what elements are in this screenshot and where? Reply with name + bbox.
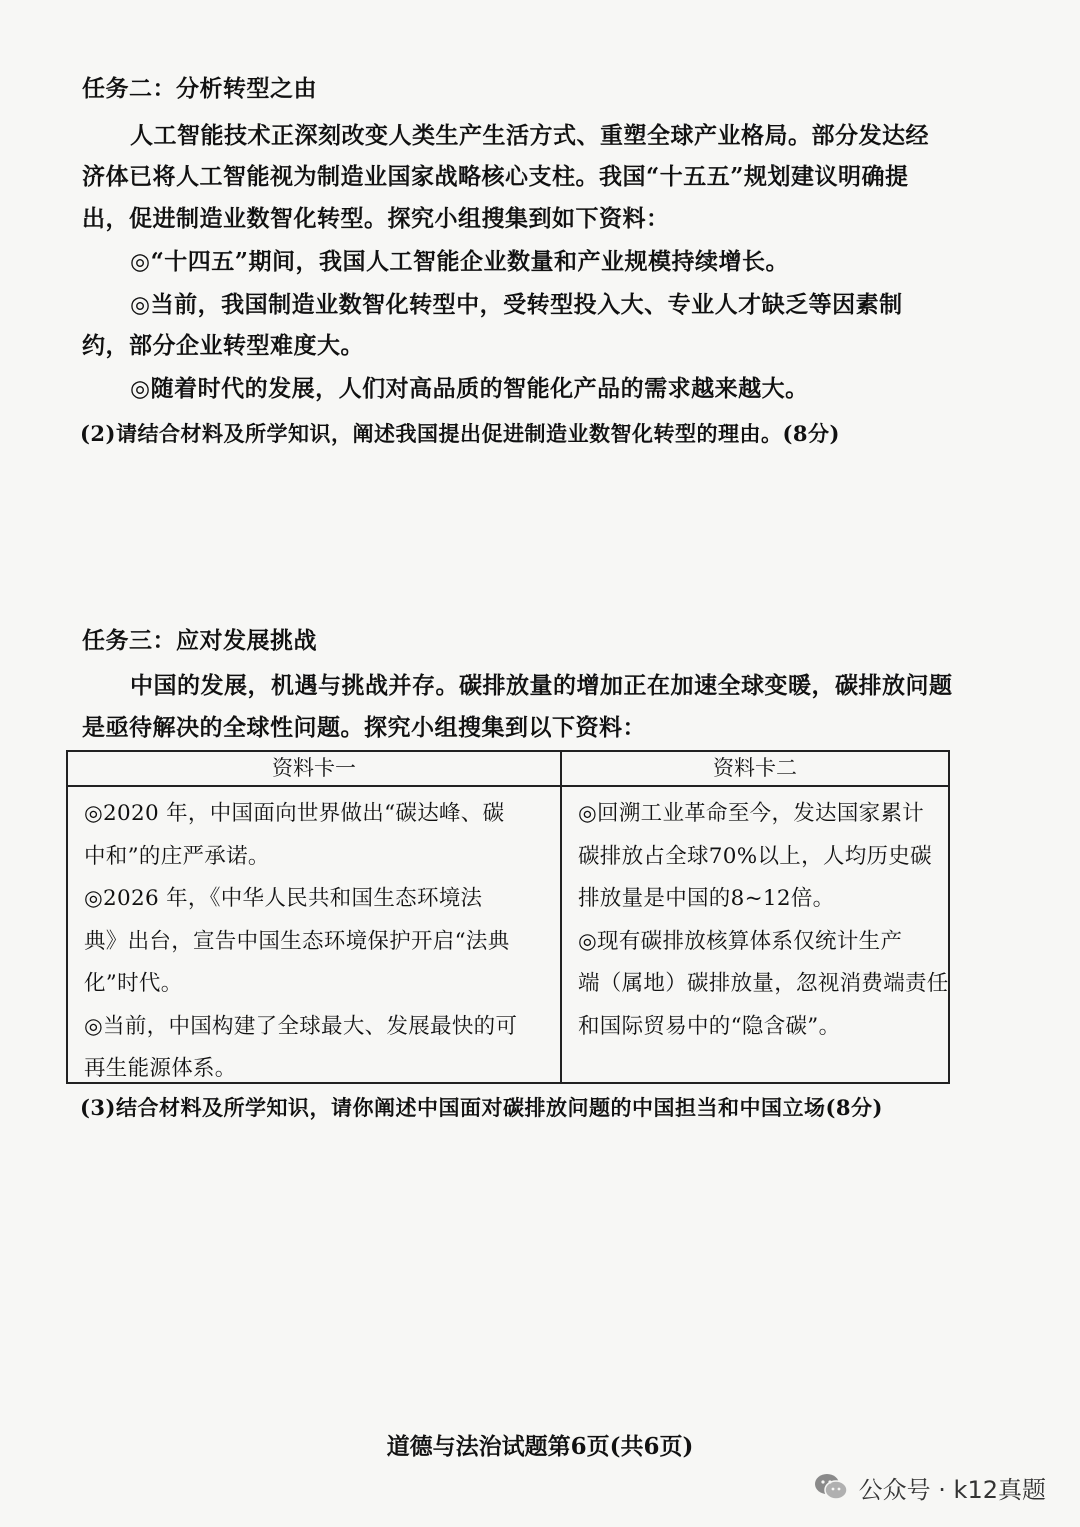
task2-question: (2)请结合材料及所学知识，阐述我国提出促进制造业数智化转型的理由。(8分): [80, 421, 840, 446]
task2-paragraph-line: 济体已将人工智能视为制造业国家战略核心支柱。我国“十五五”规划建议明确提: [82, 163, 909, 190]
material-card-1-line: 典》出台，宣告中国生态环境保护开启“法典: [84, 928, 510, 954]
task3-question: (3)结合材料及所学知识，请你阐述中国面对碳排放问题的中国担当和中国立场(8分): [80, 1095, 883, 1120]
task2-paragraph-line: 出，促进制造业数智化转型。探究小组搜集到如下资料：: [82, 205, 670, 232]
material-card-2-line: 排放量是中国的8~12倍。: [578, 886, 835, 911]
page-footer: 道德与法治试题第6页(共6页): [386, 1433, 694, 1460]
material-card-2-line: 和国际贸易中的“隐含碳”。: [578, 1013, 841, 1039]
material-card-1: [68, 752, 562, 1082]
material-card-1-line: ◎当前，中国构建了全球最大、发展最快的可: [84, 1013, 518, 1039]
material-card-2-title: 资料卡二: [562, 752, 948, 787]
material-card-2: [562, 752, 948, 1082]
task2-bullet: ◎“十四五”期间，我国人工智能企业数量和产业规模持续增长。: [130, 248, 790, 275]
wechat-icon: [813, 1472, 849, 1502]
material-cards-table: [66, 750, 950, 1084]
task3-heading: 任务三：应对发展挑战: [82, 627, 317, 654]
material-card-1-line: 化”时代。: [84, 971, 183, 996]
material-card-2-line: ◎现有碳排放核算体系仅统计生产: [578, 928, 903, 954]
task2-paragraph-line: 人工智能技术正深刻改变人类生产生活方式、重塑全球产业格局。部分发达经: [130, 122, 929, 149]
task2-bullet: 约，部分企业转型难度大。: [82, 332, 364, 359]
watermark: [813, 1470, 1046, 1504]
material-card-2-line: ◎回溯工业革命至今，发达国家累计: [578, 801, 925, 826]
material-card-1-line: ◎2026 年，《中华人民共和国生态环境法: [84, 886, 483, 911]
watermark-text: 公众号 · k12真题: [858, 1475, 1046, 1504]
material-card-1-line: 再生能源体系。: [84, 1056, 237, 1081]
task2-bullet: ◎随着时代的发展，人们对高品质的智能化产品的需求越来越大。: [130, 375, 809, 402]
task3-paragraph-line: 中国的发展，机遇与挑战并存。碳排放量的增加正在加速全球变暖，碳排放问题: [130, 672, 953, 699]
material-card-1-title: 资料卡一: [68, 752, 560, 787]
material-card-2-line: 碳排放占全球70%以上，人均历史碳: [578, 843, 932, 869]
material-card-2-line: 端（属地）碳排放量，忽视消费端责任: [578, 971, 949, 996]
task2-heading: 任务二：分析转型之由: [82, 75, 317, 102]
material-card-1-line: ◎2020 年，中国面向世界做出“碳达峰、碳: [84, 801, 505, 826]
task2-bullet: ◎当前，我国制造业数智化转型中，受转型投入大、专业人才缺乏等因素制: [130, 291, 903, 318]
material-card-1-line: 中和”的庄严承诺。: [84, 843, 270, 869]
task3-paragraph-line: 是亟待解决的全球性问题。探究小组搜集到以下资料：: [82, 714, 646, 741]
